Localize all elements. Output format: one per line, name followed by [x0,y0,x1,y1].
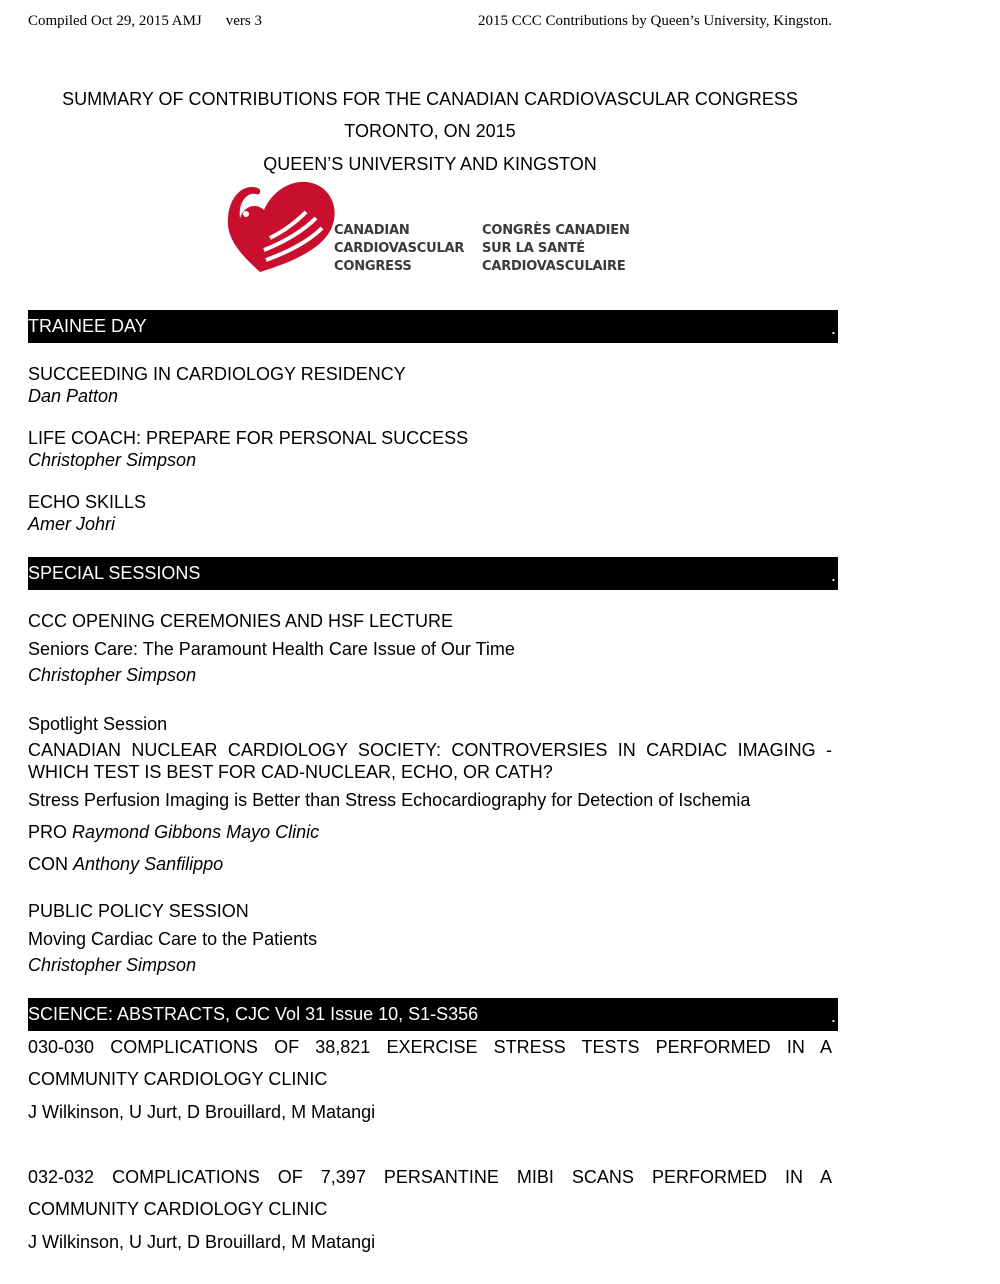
session-talk: Stress Perfusion Imaging is Better than Stress Echocardiography for Detection of Ischemia [28,790,751,810]
document-subtitle-location: TORONTO, ON 2015 [344,121,516,141]
logo-text-english [334,222,464,276]
con-speaker [28,854,223,875]
section-dot: . [830,1006,836,1026]
spotlight-label: Spotlight Session [28,714,168,734]
pro-speaker [28,822,319,843]
section-header-science [28,998,838,1031]
session-title: SUCCEEDING IN CARDIOLOGY RESIDENCY [28,364,406,384]
session-title: ECHO SKILLS [28,492,147,512]
page-header-right: 2015 CCC Contributions by Queen’s University, Kingston. [478,13,833,29]
section-header-trainee-day [28,310,838,343]
session-title: CCC OPENING CEREMONIES AND HSF LECTURE [28,611,454,631]
logo-text-line: SUR LA SANTÉ [482,241,585,256]
session-title: CANADIAN NUCLEAR CARDIOLOGY SOCIETY: CONTROVERSIES IN CARDIAC IMAGING - [28,740,832,760]
session-author: Christopher Simpson [28,955,197,975]
heart-shape [228,182,335,272]
logo-text-french [482,222,630,276]
version-label: vers 3 [225,13,263,29]
session-talk: Moving Cardiac Care to the Patients [28,929,318,949]
section-title: TRAINEE DAY [28,316,147,336]
heart-dot [243,211,249,217]
session-title: LIFE COACH: PREPARE FOR PERSONAL SUCCESS [28,428,469,448]
session-author: Amer Johri [28,514,116,534]
logo-text-line: CANADIAN [334,223,410,238]
section-title: SCIENCE: ABSTRACTS, CJC Vol 31 Issue 10, S1-S356 [28,1004,479,1024]
section-title: SPECIAL SESSIONS [28,563,201,583]
logo-text-line: CARDIOVASCULAR [334,241,465,256]
section-header-special-sessions [28,557,838,590]
con-label: CON [28,854,68,874]
con-speaker-name: Anthony Sanfilippo [73,854,224,874]
document-title: SUMMARY OF CONTRIBUTIONS FOR THE CANADIAN CARDIOVASCULAR CONGRESS [62,89,798,109]
session-author: Dan Patton [28,386,119,406]
session-title-continued: WHICH TEST IS BEST FOR CAD-NUCLEAR, ECHO, OR CATH? [28,762,553,782]
session-author: Christopher Simpson [28,665,197,685]
section-dot: . [830,318,836,338]
abstract-title: 030-030 COMPLICATIONS OF 38,821 EXERCISE STRESS TESTS PERFORMED IN A [28,1037,832,1057]
section-dot: . [830,565,836,585]
abstract-title-continued: COMMUNITY CARDIOLOGY CLINIC [28,1199,328,1219]
pro-speaker-name: Raymond Gibbons Mayo Clinic [72,822,320,842]
document-subtitle-institution: QUEEN’S UNIVERSITY AND KINGSTON [263,154,597,174]
abstract-title: 032-032 COMPLICATIONS OF 7,397 PERSANTINE MIBI SCANS PERFORMED IN A [28,1167,832,1187]
logo-text-line: CONGRÈS CANADIEN [482,223,630,238]
page-header-left [28,13,262,30]
session-author: Christopher Simpson [28,450,197,470]
abstract-title-continued: COMMUNITY CARDIOLOGY CLINIC [28,1069,328,1089]
ccc-logo [226,180,636,276]
session-title: PUBLIC POLICY SESSION [28,901,249,921]
logo-text-line: CONGRESS [334,259,412,274]
logo-text-line: CARDIOVASCULAIRE [482,259,626,274]
abstract-authors: J Wilkinson, U Jurt, D Brouillard, M Matangi [28,1232,376,1252]
compiled-date: Compiled Oct 29, 2015 AMJ [28,13,202,29]
pro-label: PRO [28,822,68,842]
heart-logo-icon [226,180,336,276]
abstract-authors: J Wilkinson, U Jurt, D Brouillard, M Matangi [28,1102,376,1122]
session-talk: Seniors Care: The Paramount Health Care Issue of Our Time [28,639,515,659]
